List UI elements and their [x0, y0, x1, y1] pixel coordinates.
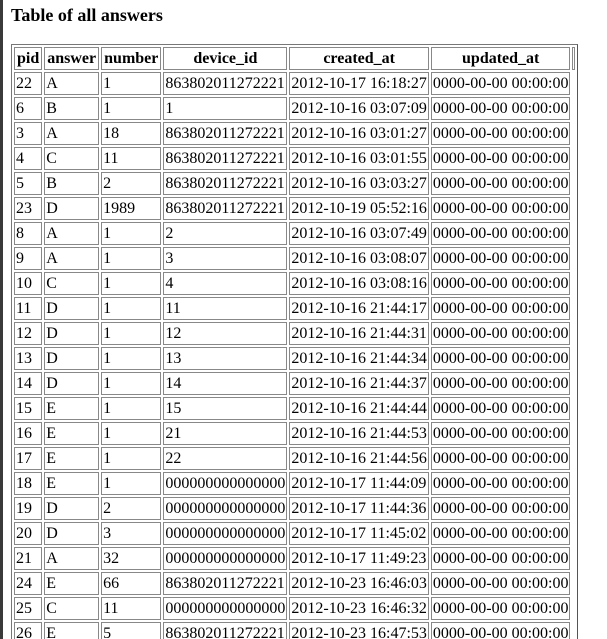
device-id-cell: 13 [163, 347, 287, 370]
created-at-cell: 2012-10-17 11:49:23 [289, 547, 429, 570]
number-cell: 1989 [101, 197, 161, 220]
number-cell: 1 [101, 472, 161, 495]
created-at-cell: 2012-10-16 21:44:37 [289, 372, 429, 395]
created-at-cell: 2012-10-23 16:46:03 [289, 572, 429, 595]
table-row [14, 547, 575, 570]
updated-at-cell: 0000-00-00 00:00:00 [431, 597, 571, 620]
number-cell: 2 [101, 497, 161, 520]
device-id-cell: 863802011272221 [163, 122, 287, 145]
column-header-device-id: device_id [163, 47, 287, 70]
answer-cell: E [44, 422, 99, 445]
table-row [14, 297, 575, 320]
table-row [14, 97, 575, 120]
pid-cell: 8 [14, 222, 42, 245]
updated-at-cell: 0000-00-00 00:00:00 [431, 472, 571, 495]
number-cell: 1 [101, 447, 161, 470]
updated-at-cell: 0000-00-00 00:00:00 [431, 322, 571, 345]
device-id-cell: 863802011272221 [163, 172, 287, 195]
device-id-cell: 863802011272221 [163, 197, 287, 220]
left-window-edge [0, 0, 3, 639]
device-id-cell: 14 [163, 372, 287, 395]
updated-at-cell: 0000-00-00 00:00:00 [431, 297, 571, 320]
answer-cell: A [44, 222, 99, 245]
created-at-cell: 2012-10-16 21:44:34 [289, 347, 429, 370]
updated-at-cell: 0000-00-00 00:00:00 [431, 147, 571, 170]
updated-at-cell: 0000-00-00 00:00:00 [431, 272, 571, 295]
updated-at-cell: 0000-00-00 00:00:00 [431, 422, 571, 445]
created-at-cell: 2012-10-16 03:08:16 [289, 272, 429, 295]
updated-at-cell: 0000-00-00 00:00:00 [431, 447, 571, 470]
column-header-answer: answer [44, 47, 99, 70]
updated-at-cell: 0000-00-00 00:00:00 [431, 197, 571, 220]
pid-cell: 15 [14, 397, 42, 420]
table-row [14, 572, 575, 595]
created-at-cell: 2012-10-17 16:18:27 [289, 72, 429, 95]
number-cell: 1 [101, 372, 161, 395]
pid-cell: 17 [14, 447, 42, 470]
updated-at-cell: 0000-00-00 00:00:00 [431, 347, 571, 370]
created-at-cell: 2012-10-16 03:07:09 [289, 97, 429, 120]
answer-cell: A [44, 72, 99, 95]
number-cell: 1 [101, 397, 161, 420]
table-row [14, 397, 575, 420]
number-cell: 11 [101, 597, 161, 620]
answer-cell: D [44, 522, 99, 545]
table-row [14, 122, 575, 145]
answer-cell: A [44, 547, 99, 570]
created-at-cell: 2012-10-16 03:08:07 [289, 247, 429, 270]
pid-cell: 10 [14, 272, 42, 295]
device-id-cell: 863802011272221 [163, 572, 287, 595]
number-cell: 32 [101, 547, 161, 570]
answer-cell: C [44, 597, 99, 620]
number-cell: 1 [101, 72, 161, 95]
table-row [14, 622, 575, 639]
answer-cell: D [44, 347, 99, 370]
created-at-cell: 2012-10-16 03:01:27 [289, 122, 429, 145]
page-title: Table of all answers [11, 5, 163, 25]
pid-cell: 16 [14, 422, 42, 445]
updated-at-cell: 0000-00-00 00:00:00 [431, 372, 571, 395]
device-id-cell: 863802011272221 [163, 72, 287, 95]
table-row [14, 472, 575, 495]
pid-cell: 19 [14, 497, 42, 520]
created-at-cell: 2012-10-16 21:44:31 [289, 322, 429, 345]
number-cell: 3 [101, 522, 161, 545]
answers-table-body [14, 72, 575, 639]
updated-at-cell: 0000-00-00 00:00:00 [431, 122, 571, 145]
created-at-cell: 2012-10-19 05:52:16 [289, 197, 429, 220]
created-at-cell: 2012-10-16 21:44:53 [289, 422, 429, 445]
created-at-cell: 2012-10-16 03:01:55 [289, 147, 429, 170]
updated-at-cell: 0000-00-00 00:00:00 [431, 572, 571, 595]
table-row [14, 422, 575, 445]
pid-cell: 4 [14, 147, 42, 170]
number-cell: 18 [101, 122, 161, 145]
table-row [14, 447, 575, 470]
table-row [14, 197, 575, 220]
pid-cell: 14 [14, 372, 42, 395]
answer-cell: D [44, 497, 99, 520]
device-id-cell: 4 [163, 272, 287, 295]
table-row [14, 497, 575, 520]
number-cell: 66 [101, 572, 161, 595]
device-id-cell: 22 [163, 447, 287, 470]
device-id-cell: 2 [163, 222, 287, 245]
number-cell: 1 [101, 97, 161, 120]
created-at-cell: 2012-10-16 21:44:17 [289, 297, 429, 320]
updated-at-cell: 0000-00-00 00:00:00 [431, 522, 571, 545]
number-cell: 1 [101, 297, 161, 320]
updated-at-cell: 0000-00-00 00:00:00 [431, 97, 571, 120]
table-row [14, 597, 575, 620]
answer-cell: D [44, 322, 99, 345]
answer-cell: B [44, 172, 99, 195]
number-cell: 1 [101, 322, 161, 345]
created-at-cell: 2012-10-17 11:45:02 [289, 522, 429, 545]
device-id-cell: 15 [163, 397, 287, 420]
column-header-updated-at: updated_at [431, 47, 571, 70]
created-at-cell: 2012-10-16 03:03:27 [289, 172, 429, 195]
pid-cell: 20 [14, 522, 42, 545]
answer-cell: C [44, 147, 99, 170]
device-id-cell: 21 [163, 422, 287, 445]
pid-cell: 13 [14, 347, 42, 370]
updated-at-cell: 0000-00-00 00:00:00 [431, 72, 571, 95]
pid-cell: 26 [14, 622, 42, 639]
table-header-row [14, 47, 575, 70]
device-id-cell: 000000000000000 [163, 497, 287, 520]
pid-cell: 3 [14, 122, 42, 145]
column-header-pid: pid [14, 47, 42, 70]
device-id-cell: 000000000000000 [163, 597, 287, 620]
answers-table [11, 44, 578, 639]
created-at-cell: 2012-10-16 03:07:49 [289, 222, 429, 245]
updated-at-cell: 0000-00-00 00:00:00 [431, 547, 571, 570]
answer-cell: E [44, 622, 99, 639]
pid-cell: 18 [14, 472, 42, 495]
created-at-cell: 2012-10-23 16:46:32 [289, 597, 429, 620]
updated-at-cell: 0000-00-00 00:00:00 [431, 497, 571, 520]
updated-at-cell: 0000-00-00 00:00:00 [431, 222, 571, 245]
answer-cell: D [44, 197, 99, 220]
table-row [14, 272, 575, 295]
pid-cell: 9 [14, 247, 42, 270]
device-id-cell: 863802011272221 [163, 622, 287, 639]
pid-cell: 12 [14, 322, 42, 345]
number-cell: 1 [101, 347, 161, 370]
answer-cell: B [44, 97, 99, 120]
pid-cell: 22 [14, 72, 42, 95]
number-cell: 2 [101, 172, 161, 195]
pid-cell: 6 [14, 97, 42, 120]
column-header-created-at: created_at [289, 47, 429, 70]
created-at-cell: 2012-10-17 11:44:36 [289, 497, 429, 520]
table-row [14, 72, 575, 95]
device-id-cell: 863802011272221 [163, 147, 287, 170]
pid-cell: 11 [14, 297, 42, 320]
created-at-cell: 2012-10-16 21:44:56 [289, 447, 429, 470]
number-cell: 1 [101, 272, 161, 295]
number-cell: 5 [101, 622, 161, 639]
updated-at-cell: 0000-00-00 00:00:00 [431, 172, 571, 195]
table-row [14, 147, 575, 170]
device-id-cell: 000000000000000 [163, 472, 287, 495]
column-header-blank [572, 47, 575, 70]
pid-cell: 23 [14, 197, 42, 220]
answer-cell: C [44, 272, 99, 295]
answer-cell: E [44, 397, 99, 420]
table-row [14, 172, 575, 195]
pid-cell: 24 [14, 572, 42, 595]
answer-cell: D [44, 297, 99, 320]
created-at-cell: 2012-10-17 11:44:09 [289, 472, 429, 495]
pid-cell: 25 [14, 597, 42, 620]
answer-cell: D [44, 372, 99, 395]
device-id-cell: 1 [163, 97, 287, 120]
updated-at-cell: 0000-00-00 00:00:00 [431, 247, 571, 270]
number-cell: 1 [101, 222, 161, 245]
table-row [14, 522, 575, 545]
table-row [14, 372, 575, 395]
pid-cell: 21 [14, 547, 42, 570]
number-cell: 1 [101, 247, 161, 270]
created-at-cell: 2012-10-16 21:44:44 [289, 397, 429, 420]
updated-at-cell: 0000-00-00 00:00:00 [431, 622, 571, 639]
table-row [14, 347, 575, 370]
table-row [14, 247, 575, 270]
device-id-cell: 12 [163, 322, 287, 345]
created-at-cell: 2012-10-23 16:47:53 [289, 622, 429, 639]
device-id-cell: 000000000000000 [163, 547, 287, 570]
device-id-cell: 000000000000000 [163, 522, 287, 545]
answer-cell: E [44, 472, 99, 495]
updated-at-cell: 0000-00-00 00:00:00 [431, 397, 571, 420]
number-cell: 11 [101, 147, 161, 170]
answer-cell: A [44, 247, 99, 270]
table-row [14, 222, 575, 245]
device-id-cell: 11 [163, 297, 287, 320]
answer-cell: A [44, 122, 99, 145]
answer-cell: E [44, 447, 99, 470]
pid-cell: 5 [14, 172, 42, 195]
number-cell: 1 [101, 422, 161, 445]
column-header-number: number [101, 47, 161, 70]
table-row [14, 322, 575, 345]
answer-cell: E [44, 572, 99, 595]
device-id-cell: 3 [163, 247, 287, 270]
